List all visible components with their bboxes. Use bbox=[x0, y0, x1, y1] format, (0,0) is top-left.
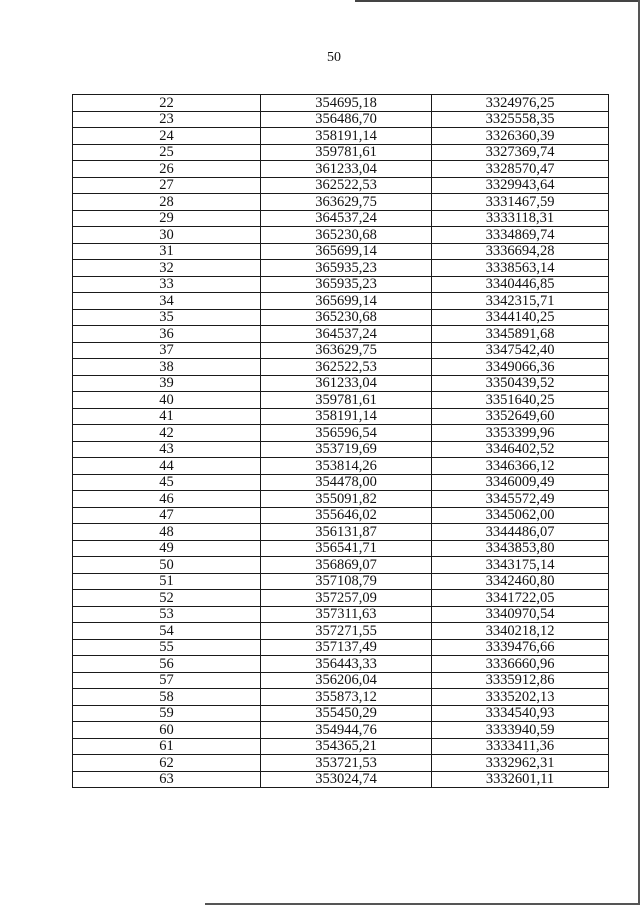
table-row bbox=[73, 276, 609, 293]
x-coordinate-cell: 354695,18 bbox=[261, 95, 432, 112]
point-number-cell: 36 bbox=[73, 326, 261, 343]
point-number-cell: 27 bbox=[73, 177, 261, 194]
scan-edge-top bbox=[355, 0, 640, 2]
y-coordinate-cell: 3338563,14 bbox=[432, 260, 609, 277]
x-coordinate-cell: 365699,14 bbox=[261, 243, 432, 260]
y-coordinate-cell: 3344486,07 bbox=[432, 524, 609, 541]
point-number-cell: 23 bbox=[73, 111, 261, 128]
point-number-cell: 42 bbox=[73, 425, 261, 442]
table-row bbox=[73, 573, 609, 590]
y-coordinate-cell: 3333940,59 bbox=[432, 722, 609, 739]
point-number-cell: 56 bbox=[73, 656, 261, 673]
y-coordinate-cell: 3350439,52 bbox=[432, 375, 609, 392]
y-coordinate-cell: 3334869,74 bbox=[432, 227, 609, 244]
x-coordinate-cell: 365935,23 bbox=[261, 276, 432, 293]
point-number-cell: 63 bbox=[73, 771, 261, 788]
y-coordinate-cell: 3333118,31 bbox=[432, 210, 609, 227]
point-number-cell: 31 bbox=[73, 243, 261, 260]
table-row bbox=[73, 441, 609, 458]
point-number-cell: 25 bbox=[73, 144, 261, 161]
table-row bbox=[73, 458, 609, 475]
point-number-cell: 33 bbox=[73, 276, 261, 293]
table-row bbox=[73, 672, 609, 689]
table-row bbox=[73, 260, 609, 277]
x-coordinate-cell: 354478,00 bbox=[261, 474, 432, 491]
point-number-cell: 55 bbox=[73, 639, 261, 656]
y-coordinate-cell: 3347542,40 bbox=[432, 342, 609, 359]
point-number-cell: 22 bbox=[73, 95, 261, 112]
table-row bbox=[73, 656, 609, 673]
y-coordinate-cell: 3332601,11 bbox=[432, 771, 609, 788]
table-row bbox=[73, 243, 609, 260]
table-row bbox=[73, 755, 609, 772]
x-coordinate-cell: 363629,75 bbox=[261, 342, 432, 359]
table-row bbox=[73, 738, 609, 755]
y-coordinate-cell: 3343175,14 bbox=[432, 557, 609, 574]
x-coordinate-cell: 365699,14 bbox=[261, 293, 432, 310]
x-coordinate-cell: 356131,87 bbox=[261, 524, 432, 541]
point-number-cell: 57 bbox=[73, 672, 261, 689]
y-coordinate-cell: 3332962,31 bbox=[432, 755, 609, 772]
table-row bbox=[73, 606, 609, 623]
point-number-cell: 24 bbox=[73, 128, 261, 145]
y-coordinate-cell: 3335202,13 bbox=[432, 689, 609, 706]
point-number-cell: 60 bbox=[73, 722, 261, 739]
table-row bbox=[73, 128, 609, 145]
table-row bbox=[73, 705, 609, 722]
y-coordinate-cell: 3346402,52 bbox=[432, 441, 609, 458]
table-row bbox=[73, 227, 609, 244]
table-row bbox=[73, 392, 609, 409]
x-coordinate-cell: 356486,70 bbox=[261, 111, 432, 128]
x-coordinate-cell: 355873,12 bbox=[261, 689, 432, 706]
point-number-cell: 53 bbox=[73, 606, 261, 623]
x-coordinate-cell: 357271,55 bbox=[261, 623, 432, 640]
y-coordinate-cell: 3340446,85 bbox=[432, 276, 609, 293]
point-number-cell: 44 bbox=[73, 458, 261, 475]
point-number-cell: 47 bbox=[73, 507, 261, 524]
x-coordinate-cell: 356206,04 bbox=[261, 672, 432, 689]
table-row bbox=[73, 375, 609, 392]
x-coordinate-cell: 354944,76 bbox=[261, 722, 432, 739]
y-coordinate-cell: 3343853,80 bbox=[432, 540, 609, 557]
table-row bbox=[73, 540, 609, 557]
y-coordinate-cell: 3345891,68 bbox=[432, 326, 609, 343]
table-row bbox=[73, 359, 609, 376]
point-number-cell: 35 bbox=[73, 309, 261, 326]
x-coordinate-cell: 365230,68 bbox=[261, 309, 432, 326]
point-number-cell: 46 bbox=[73, 491, 261, 508]
point-number-cell: 45 bbox=[73, 474, 261, 491]
point-number-cell: 58 bbox=[73, 689, 261, 706]
x-coordinate-cell: 357311,63 bbox=[261, 606, 432, 623]
point-number-cell: 62 bbox=[73, 755, 261, 772]
x-coordinate-cell: 358191,14 bbox=[261, 408, 432, 425]
x-coordinate-cell: 363629,75 bbox=[261, 194, 432, 211]
x-coordinate-cell: 354365,21 bbox=[261, 738, 432, 755]
point-number-cell: 54 bbox=[73, 623, 261, 640]
table-row bbox=[73, 111, 609, 128]
point-number-cell: 59 bbox=[73, 705, 261, 722]
point-number-cell: 40 bbox=[73, 392, 261, 409]
x-coordinate-cell: 362522,53 bbox=[261, 177, 432, 194]
point-number-cell: 48 bbox=[73, 524, 261, 541]
table-row bbox=[73, 95, 609, 112]
y-coordinate-cell: 3353399,96 bbox=[432, 425, 609, 442]
point-number-cell: 49 bbox=[73, 540, 261, 557]
coordinates-table bbox=[72, 94, 609, 788]
x-coordinate-cell: 353719,69 bbox=[261, 441, 432, 458]
x-coordinate-cell: 353814,26 bbox=[261, 458, 432, 475]
x-coordinate-cell: 364537,24 bbox=[261, 210, 432, 227]
y-coordinate-cell: 3351640,25 bbox=[432, 392, 609, 409]
table-row bbox=[73, 408, 609, 425]
y-coordinate-cell: 3342315,71 bbox=[432, 293, 609, 310]
x-coordinate-cell: 357137,49 bbox=[261, 639, 432, 656]
y-coordinate-cell: 3331467,59 bbox=[432, 194, 609, 211]
x-coordinate-cell: 356596,54 bbox=[261, 425, 432, 442]
point-number-cell: 32 bbox=[73, 260, 261, 277]
x-coordinate-cell: 364537,24 bbox=[261, 326, 432, 343]
table-row bbox=[73, 293, 609, 310]
y-coordinate-cell: 3325558,35 bbox=[432, 111, 609, 128]
table-row bbox=[73, 689, 609, 706]
x-coordinate-cell: 365935,23 bbox=[261, 260, 432, 277]
x-coordinate-cell: 357257,09 bbox=[261, 590, 432, 607]
x-coordinate-cell: 353024,74 bbox=[261, 771, 432, 788]
y-coordinate-cell: 3340218,12 bbox=[432, 623, 609, 640]
x-coordinate-cell: 361233,04 bbox=[261, 375, 432, 392]
y-coordinate-cell: 3345062,00 bbox=[432, 507, 609, 524]
page-number: 50 bbox=[327, 50, 341, 65]
table-row bbox=[73, 507, 609, 524]
y-coordinate-cell: 3346366,12 bbox=[432, 458, 609, 475]
y-coordinate-cell: 3342460,80 bbox=[432, 573, 609, 590]
x-coordinate-cell: 359781,61 bbox=[261, 392, 432, 409]
x-coordinate-cell: 356443,33 bbox=[261, 656, 432, 673]
y-coordinate-cell: 3326360,39 bbox=[432, 128, 609, 145]
y-coordinate-cell: 3339476,66 bbox=[432, 639, 609, 656]
point-number-cell: 41 bbox=[73, 408, 261, 425]
y-coordinate-cell: 3340970,54 bbox=[432, 606, 609, 623]
y-coordinate-cell: 3349066,36 bbox=[432, 359, 609, 376]
point-number-cell: 26 bbox=[73, 161, 261, 178]
point-number-cell: 30 bbox=[73, 227, 261, 244]
y-coordinate-cell: 3352649,60 bbox=[432, 408, 609, 425]
x-coordinate-cell: 359781,61 bbox=[261, 144, 432, 161]
table-row bbox=[73, 342, 609, 359]
x-coordinate-cell: 358191,14 bbox=[261, 128, 432, 145]
point-number-cell: 29 bbox=[73, 210, 261, 227]
x-coordinate-cell: 357108,79 bbox=[261, 573, 432, 590]
table-row bbox=[73, 722, 609, 739]
y-coordinate-cell: 3329943,64 bbox=[432, 177, 609, 194]
coordinates-table-body bbox=[73, 95, 609, 788]
table-row bbox=[73, 771, 609, 788]
table-row bbox=[73, 557, 609, 574]
y-coordinate-cell: 3345572,49 bbox=[432, 491, 609, 508]
table-row bbox=[73, 177, 609, 194]
point-number-cell: 51 bbox=[73, 573, 261, 590]
y-coordinate-cell: 3333411,36 bbox=[432, 738, 609, 755]
x-coordinate-cell: 365230,68 bbox=[261, 227, 432, 244]
x-coordinate-cell: 356541,71 bbox=[261, 540, 432, 557]
y-coordinate-cell: 3341722,05 bbox=[432, 590, 609, 607]
point-number-cell: 50 bbox=[73, 557, 261, 574]
y-coordinate-cell: 3336660,96 bbox=[432, 656, 609, 673]
x-coordinate-cell: 361233,04 bbox=[261, 161, 432, 178]
table-row bbox=[73, 161, 609, 178]
x-coordinate-cell: 355450,29 bbox=[261, 705, 432, 722]
table-row bbox=[73, 425, 609, 442]
y-coordinate-cell: 3327369,74 bbox=[432, 144, 609, 161]
table-row bbox=[73, 524, 609, 541]
point-number-cell: 37 bbox=[73, 342, 261, 359]
x-coordinate-cell: 353721,53 bbox=[261, 755, 432, 772]
point-number-cell: 38 bbox=[73, 359, 261, 376]
x-coordinate-cell: 356869,07 bbox=[261, 557, 432, 574]
y-coordinate-cell: 3346009,49 bbox=[432, 474, 609, 491]
table-row bbox=[73, 309, 609, 326]
point-number-cell: 61 bbox=[73, 738, 261, 755]
table-row bbox=[73, 639, 609, 656]
table-row bbox=[73, 491, 609, 508]
y-coordinate-cell: 3344140,25 bbox=[432, 309, 609, 326]
point-number-cell: 39 bbox=[73, 375, 261, 392]
y-coordinate-cell: 3328570,47 bbox=[432, 161, 609, 178]
table-row bbox=[73, 326, 609, 343]
point-number-cell: 28 bbox=[73, 194, 261, 211]
table-row bbox=[73, 590, 609, 607]
x-coordinate-cell: 362522,53 bbox=[261, 359, 432, 376]
table-row bbox=[73, 144, 609, 161]
y-coordinate-cell: 3324976,25 bbox=[432, 95, 609, 112]
point-number-cell: 52 bbox=[73, 590, 261, 607]
table-row bbox=[73, 474, 609, 491]
x-coordinate-cell: 355646,02 bbox=[261, 507, 432, 524]
table-row bbox=[73, 194, 609, 211]
y-coordinate-cell: 3335912,86 bbox=[432, 672, 609, 689]
x-coordinate-cell: 355091,82 bbox=[261, 491, 432, 508]
y-coordinate-cell: 3336694,28 bbox=[432, 243, 609, 260]
point-number-cell: 43 bbox=[73, 441, 261, 458]
table-row bbox=[73, 210, 609, 227]
point-number-cell: 34 bbox=[73, 293, 261, 310]
y-coordinate-cell: 3334540,93 bbox=[432, 705, 609, 722]
table-row bbox=[73, 623, 609, 640]
